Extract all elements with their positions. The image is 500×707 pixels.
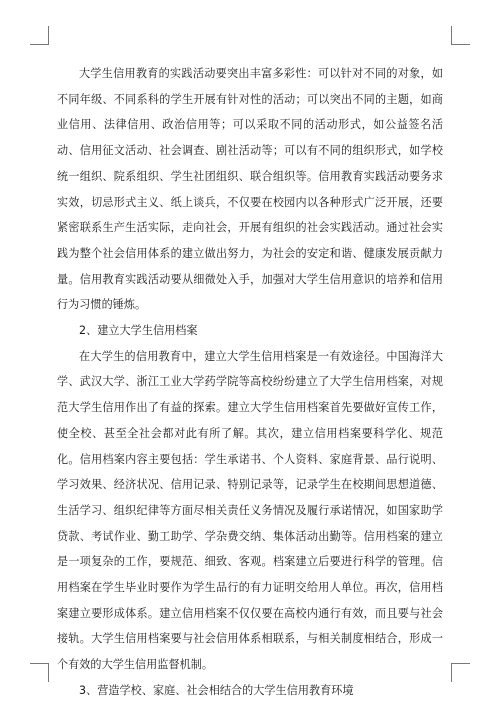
document-body	[57, 61, 443, 704]
crop-mark-top-left	[30, 26, 49, 45]
crop-mark-top-right	[451, 26, 470, 45]
body-paragraph: 在大学生的信用教育中，建立大学生信用档案是一有效途径。中国海洋大学、武汉大学、浙江工业大学药学院等高校纷纷建立了大学生信用档案，对规范大学生信用作出了有益的探索。建立大学生信用档案首先要做好宣传工作，使全校、甚至全社会都对此有所了解。其次，建立信用档案要科学化、规范化。信用档案内容主要包括：学生承诺书、个人资料、家庭背景、品行说明、学习效果、经济状况、信用记录、特别记录等，记录学生在校期间思想道德、生活学习、组织纪律等方面尽相关责任义务情况及履行承诺情况，如国家助学贷款、考试作业、勤工助学、学杂费交纳、集体活动出勤等。信用档案的建立是一项复杂的工作，要规范、细致、客观。档案建立后要进行科学的管理。信用档案在学生毕业时要作为学生品行的有力证明交给用人单位。再次，信用档案建立要形成体系。建立信用档案不仅仅要在高校内通行有效，而且要与社会接轨。大学生信用档案要与社会信用体系相联系，与相关制度相结合，形成一个有效的大学生信用监督机制。	[57, 349, 443, 672]
section-heading: 2、建立大学生信用档案	[79, 324, 198, 338]
body-paragraph: 大学生信用教育的实践活动要突出丰富多彩性：可以针对不同的对象，如不同年级、不同系科的学生开展有针对性的活动；可以突出不同的主题，如商业信用、法律信用、政治信用等；可以采取不同的活动形式，如公益签名活动、信用征文活动、社会调查、剧社活动等；可以有不同的组织形式，如学校统一组织、院系组织、学生社团组织、联合组织等。信用教育实践活动要务求实效，切忌形式主义、纸上谈兵，不仅要在校园内以各种形式广泛开展，还要紧密联系生产生活实际，走向社会，开展有组织的社会实践活动。通过社会实践为整个社会信用体系的建立做出努力，为社会的安定和谐、健康发展贡献力量。信用教育实践活动要从细微处入手，加强对大学生信用意识的培养和信用行为习惯的锤炼。	[57, 67, 443, 312]
crop-mark-bottom-right	[451, 663, 470, 682]
crop-mark-bottom-left	[30, 663, 49, 682]
section-heading: 3、营造学校、家庭、社会相结合的大学生信用教育环境	[79, 683, 354, 697]
